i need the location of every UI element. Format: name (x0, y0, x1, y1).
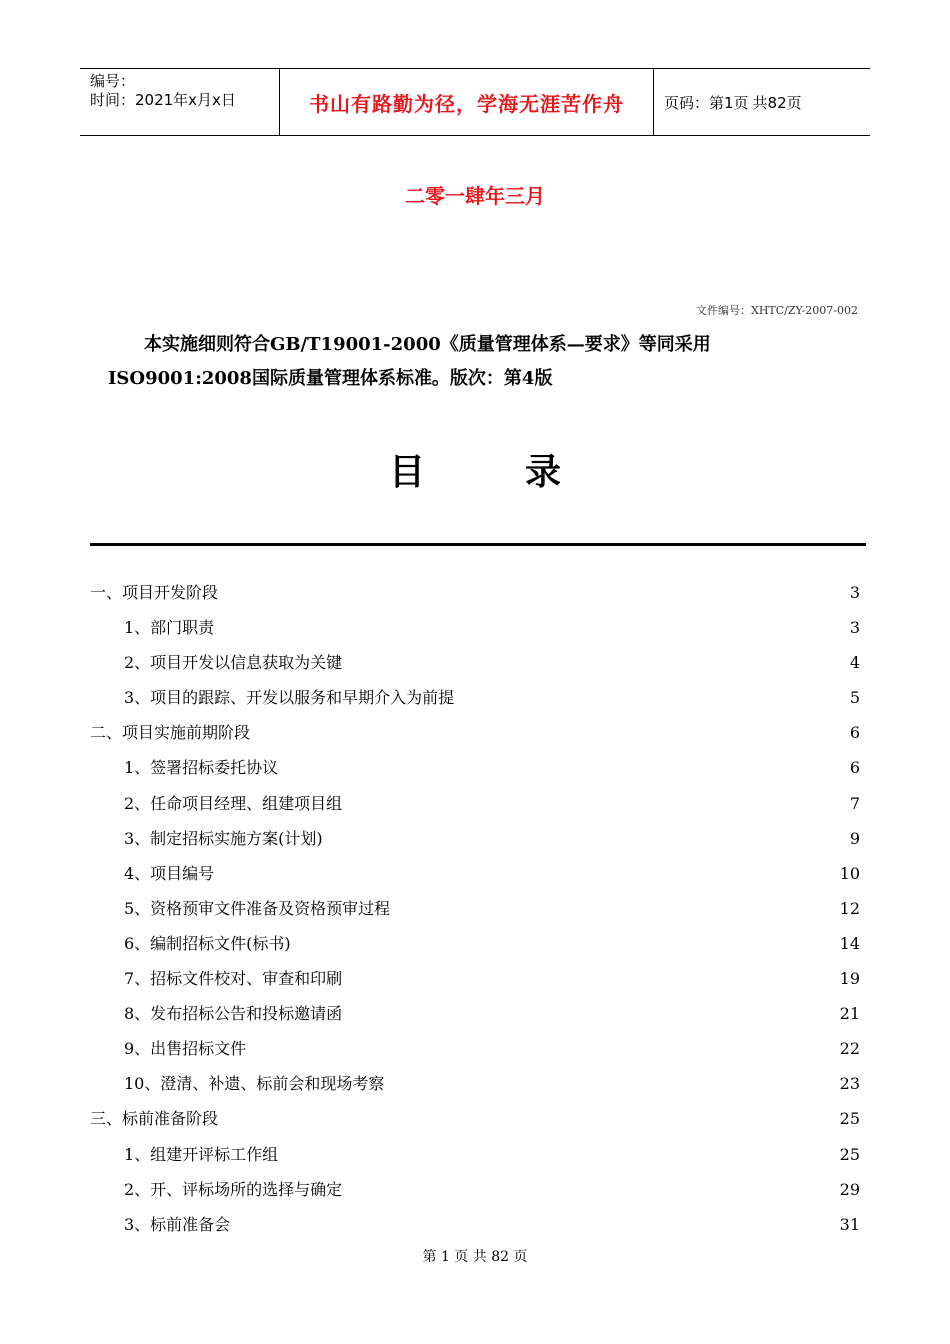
toc-entry[interactable] (90, 926, 860, 961)
toc-entry[interactable] (90, 645, 860, 680)
toc-entry-page: 3 (849, 618, 860, 638)
toc-entry[interactable] (90, 856, 860, 891)
toc-entry-label: 1、部门职责 (124, 618, 215, 638)
toc-title-right: 录 (525, 452, 562, 493)
toc-entry-page: 25 (839, 1144, 860, 1164)
toc-entry[interactable] (90, 1207, 860, 1242)
toc-entry-page: 5 (849, 688, 860, 708)
toc-entry-label: 一、项目开发阶段 (90, 583, 219, 602)
toc-entry-page: 31 (839, 1214, 860, 1234)
toc-entry-page: 3 (849, 583, 860, 602)
motto: 书山有路勤为径，学海无涯苦作舟 (280, 69, 654, 135)
toc-entry[interactable] (90, 575, 860, 610)
page-footer: 第 1 页 共 82 页 (422, 1249, 528, 1265)
toc-title-left: 目 (388, 452, 425, 493)
divider (90, 543, 866, 546)
toc-entry[interactable] (90, 821, 860, 856)
toc-entry-label: 7、招标文件校对、审查和印刷 (124, 969, 343, 989)
toc-entry-label: 6、编制招标文件(标书) (124, 933, 291, 953)
header-table (80, 68, 870, 136)
toc-entry[interactable] (90, 715, 860, 750)
toc-entry-page: 4 (849, 653, 860, 673)
toc-entry[interactable] (90, 961, 860, 996)
toc-entry-label: 1、签署招标委托协议 (124, 758, 279, 778)
intro-paragraph (108, 328, 860, 396)
intro-text: 本实施细则符合GB/T19001-2000《质量管理体系—要求》等同采用 ISO9001:2008国际质量管理体系标准。版次：第4版 (108, 334, 711, 389)
toc-entry[interactable] (90, 750, 860, 785)
toc-entry[interactable] (90, 610, 860, 645)
toc-entry[interactable] (90, 786, 860, 821)
toc-entry-label: 3、制定招标实施方案(计划) (124, 828, 323, 848)
toc-entry[interactable] (90, 996, 860, 1031)
toc-entry-page: 10 (839, 863, 860, 883)
toc-entry-page: 6 (849, 758, 860, 778)
toc-entry-label: 4、项目编号 (124, 863, 215, 883)
toc-entry-page: 9 (849, 828, 860, 848)
total-pages-label: 共82页 (752, 93, 802, 112)
number-label: 编号： (90, 72, 136, 90)
toc-entry-page: 6 (849, 723, 860, 743)
toc-entry-label: 5、资格预审文件准备及资格预审过程 (124, 898, 391, 918)
toc-entry-label: 9、出售招标文件 (124, 1039, 247, 1059)
toc-entry[interactable] (90, 1137, 860, 1172)
header-page-cell (654, 69, 870, 135)
toc-entry-page: 25 (839, 1109, 860, 1129)
table-of-contents (90, 575, 860, 1242)
toc-entry-label: 三、标前准备阶段 (90, 1109, 219, 1129)
document-number: 文件编号：XHTC/ZY-2007-002 (695, 304, 858, 317)
toc-entry-page: 22 (839, 1039, 860, 1059)
toc-entry-page: 19 (839, 969, 860, 989)
toc-entry[interactable] (90, 1066, 860, 1101)
toc-entry-page: 21 (839, 1004, 860, 1024)
toc-title (0, 444, 950, 495)
toc-entry-page: 14 (839, 933, 860, 953)
toc-entry-label: 1、组建开评标工作组 (124, 1144, 279, 1164)
date-line: 二零一肆年三月 (405, 184, 545, 208)
toc-entry-label: 8、发布招标公告和投标邀请函 (124, 1004, 343, 1024)
toc-entry-page: 7 (849, 793, 860, 813)
header-meta-cell (80, 69, 280, 135)
toc-entry-label: 二、项目实施前期阶段 (90, 723, 251, 743)
toc-entry-page: 29 (839, 1179, 860, 1199)
toc-entry[interactable] (90, 680, 860, 715)
toc-entry[interactable] (90, 1101, 860, 1136)
toc-entry-label: 10、澄清、补遗、标前会和现场考察 (124, 1074, 385, 1094)
toc-entry-page: 12 (839, 898, 860, 918)
toc-entry-label: 2、项目开发以信息获取为关键 (124, 653, 343, 673)
page-label: 页码：第1页 (664, 93, 749, 112)
toc-entry[interactable] (90, 1031, 860, 1066)
time-label: 时间：2021年x月x日 (90, 91, 236, 109)
toc-entry-label: 3、标前准备会 (124, 1214, 231, 1234)
toc-entry-label: 3、项目的跟踪、开发以服务和早期介入为前提 (124, 688, 455, 708)
toc-entry-label: 2、开、评标场所的选择与确定 (124, 1179, 343, 1199)
toc-entry[interactable] (90, 891, 860, 926)
toc-entry[interactable] (90, 1172, 860, 1207)
toc-entry-label: 2、任命项目经理、组建项目组 (124, 793, 343, 813)
toc-entry-page: 23 (839, 1074, 860, 1094)
